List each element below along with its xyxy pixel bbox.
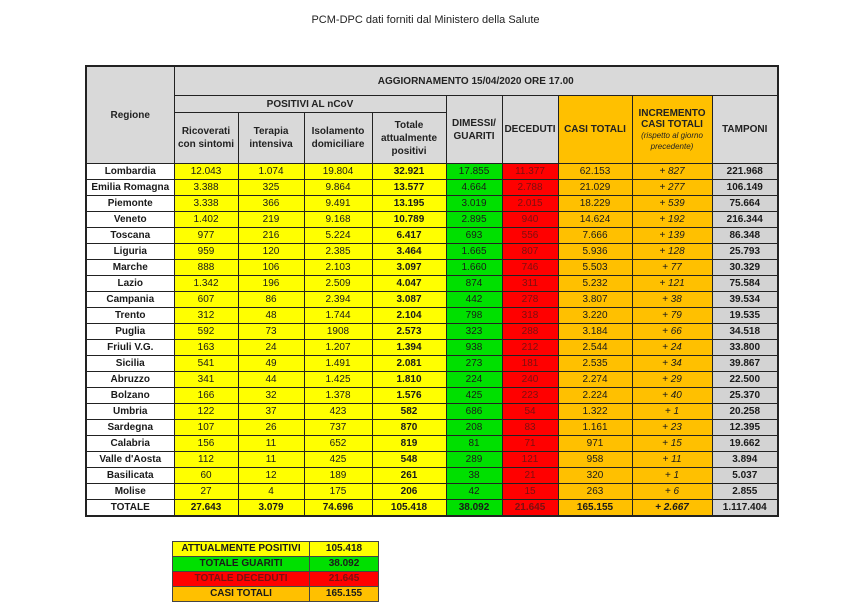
dimessi-cell: 1.660: [446, 260, 502, 276]
casi-totali-cell: 62.153: [558, 164, 632, 180]
header-casi-totali: CASI TOTALI: [558, 96, 632, 164]
totale-positivi-cell: 13.195: [372, 196, 446, 212]
ricoverati-cell: 977: [174, 228, 238, 244]
table-row: [86, 196, 778, 212]
summary-row: [173, 557, 379, 572]
totale-positivi-cell: 2.573: [372, 324, 446, 340]
region-cell: TOTALE: [86, 500, 174, 517]
ricoverati-cell: 341: [174, 372, 238, 388]
isolamento-cell: 423: [304, 404, 372, 420]
header-totale-positivi: Totale attualmente positivi: [372, 113, 446, 164]
incremento-cell: + 11: [632, 452, 712, 468]
deceduti-cell: 21.645: [502, 500, 558, 517]
deceduti-cell: 83: [502, 420, 558, 436]
tamponi-cell: 39.867: [712, 356, 778, 372]
casi-totali-cell: 263: [558, 484, 632, 500]
terapia-cell: 86: [238, 292, 304, 308]
isolamento-cell: 737: [304, 420, 372, 436]
tamponi-cell: 25.370: [712, 388, 778, 404]
table-row: [86, 484, 778, 500]
deceduti-cell: 181: [502, 356, 558, 372]
summary-label: TOTALE GUARITI: [173, 557, 310, 572]
region-cell: Friuli V.G.: [86, 340, 174, 356]
deceduti-cell: 318: [502, 308, 558, 324]
isolamento-cell: 2.394: [304, 292, 372, 308]
casi-totali-cell: 3.220: [558, 308, 632, 324]
deceduti-cell: 940: [502, 212, 558, 228]
terapia-cell: 106: [238, 260, 304, 276]
casi-totali-cell: 958: [558, 452, 632, 468]
totale-positivi-cell: 1.576: [372, 388, 446, 404]
dimessi-cell: 208: [446, 420, 502, 436]
terapia-cell: 11: [238, 452, 304, 468]
table-row: [86, 372, 778, 388]
ricoverati-cell: 959: [174, 244, 238, 260]
dimessi-cell: 693: [446, 228, 502, 244]
terapia-cell: 49: [238, 356, 304, 372]
dimessi-cell: 442: [446, 292, 502, 308]
terapia-cell: 120: [238, 244, 304, 260]
casi-totali-cell: 5.503: [558, 260, 632, 276]
region-cell: Marche: [86, 260, 174, 276]
ricoverati-cell: 122: [174, 404, 238, 420]
casi-totali-cell: 2.274: [558, 372, 632, 388]
table-row: [86, 244, 778, 260]
casi-totali-cell: 971: [558, 436, 632, 452]
totale-positivi-cell: 548: [372, 452, 446, 468]
dimessi-cell: 425: [446, 388, 502, 404]
casi-totali-cell: 18.229: [558, 196, 632, 212]
table-row: [86, 308, 778, 324]
totale-positivi-cell: 3.464: [372, 244, 446, 260]
region-cell: Piemonte: [86, 196, 174, 212]
incremento-cell: + 24: [632, 340, 712, 356]
deceduti-cell: 556: [502, 228, 558, 244]
ricoverati-cell: 1.402: [174, 212, 238, 228]
table-row: [86, 356, 778, 372]
dimessi-cell: 798: [446, 308, 502, 324]
deceduti-cell: 223: [502, 388, 558, 404]
region-cell: Sicilia: [86, 356, 174, 372]
table-row: [86, 324, 778, 340]
tamponi-cell: 5.037: [712, 468, 778, 484]
tamponi-cell: 221.968: [712, 164, 778, 180]
incremento-cell: + 6: [632, 484, 712, 500]
totale-positivi-cell: 10.789: [372, 212, 446, 228]
isolamento-cell: 425: [304, 452, 372, 468]
deceduti-cell: 212: [502, 340, 558, 356]
table-row: [86, 388, 778, 404]
tamponi-cell: 22.500: [712, 372, 778, 388]
ricoverati-cell: 1.342: [174, 276, 238, 292]
terapia-cell: 216: [238, 228, 304, 244]
summary-label: ATTUALMENTE POSITIVI: [173, 542, 310, 557]
incremento-cell: + 827: [632, 164, 712, 180]
ricoverati-cell: 541: [174, 356, 238, 372]
casi-totali-cell: 5.936: [558, 244, 632, 260]
totals-row: [86, 500, 778, 517]
dimessi-cell: 938: [446, 340, 502, 356]
isolamento-cell: 1.207: [304, 340, 372, 356]
totale-positivi-cell: 105.418: [372, 500, 446, 517]
terapia-cell: 219: [238, 212, 304, 228]
tamponi-cell: 106.149: [712, 180, 778, 196]
terapia-cell: 325: [238, 180, 304, 196]
isolamento-cell: 1908: [304, 324, 372, 340]
incremento-cell: + 34: [632, 356, 712, 372]
tamponi-cell: 25.793: [712, 244, 778, 260]
region-cell: Lazio: [86, 276, 174, 292]
incremento-cell: + 121: [632, 276, 712, 292]
incremento-cell: + 139: [632, 228, 712, 244]
table-row: [86, 452, 778, 468]
region-cell: Lombardia: [86, 164, 174, 180]
totale-positivi-cell: 1.810: [372, 372, 446, 388]
incremento-cell: + 277: [632, 180, 712, 196]
tamponi-cell: 1.117.404: [712, 500, 778, 517]
terapia-cell: 26: [238, 420, 304, 436]
totale-positivi-cell: 819: [372, 436, 446, 452]
totale-positivi-cell: 206: [372, 484, 446, 500]
isolamento-cell: 19.804: [304, 164, 372, 180]
summary-row: [173, 572, 379, 587]
deceduti-cell: 54: [502, 404, 558, 420]
incremento-cell: + 1: [632, 404, 712, 420]
deceduti-cell: 278: [502, 292, 558, 308]
terapia-cell: 4: [238, 484, 304, 500]
tamponi-cell: 86.348: [712, 228, 778, 244]
table-row: [86, 180, 778, 196]
deceduti-cell: 121: [502, 452, 558, 468]
header-dimessi: DIMESSI/ GUARITI: [446, 96, 502, 164]
isolamento-cell: 652: [304, 436, 372, 452]
dimessi-cell: 273: [446, 356, 502, 372]
table-row: [86, 420, 778, 436]
isolamento-cell: 1.744: [304, 308, 372, 324]
page-title: PCM-DPC dati forniti dal Ministero della Salute: [311, 14, 540, 26]
ricoverati-cell: 312: [174, 308, 238, 324]
dimessi-cell: 17.855: [446, 164, 502, 180]
table-row: [86, 404, 778, 420]
header-ricoverati: Ricoverati con sintomi: [174, 113, 238, 164]
ricoverati-cell: 3.338: [174, 196, 238, 212]
isolamento-cell: 74.696: [304, 500, 372, 517]
header-positivi-group: POSITIVI AL nCoV: [174, 96, 446, 113]
ricoverati-cell: 592: [174, 324, 238, 340]
deceduti-cell: 240: [502, 372, 558, 388]
region-cell: Abruzzo: [86, 372, 174, 388]
isolamento-cell: 9.864: [304, 180, 372, 196]
dimessi-cell: 42: [446, 484, 502, 500]
casi-totali-cell: 3.184: [558, 324, 632, 340]
tamponi-cell: 20.258: [712, 404, 778, 420]
region-cell: Campania: [86, 292, 174, 308]
ricoverati-cell: 27.643: [174, 500, 238, 517]
incremento-cell: + 38: [632, 292, 712, 308]
ricoverati-cell: 107: [174, 420, 238, 436]
tamponi-cell: 216.344: [712, 212, 778, 228]
region-cell: Veneto: [86, 212, 174, 228]
summary-row: [173, 542, 379, 557]
tamponi-cell: 19.535: [712, 308, 778, 324]
summary-value: 21.645: [310, 572, 379, 587]
summary-value: 38.092: [310, 557, 379, 572]
region-cell: Molise: [86, 484, 174, 500]
isolamento-cell: 1.378: [304, 388, 372, 404]
table-row: [86, 212, 778, 228]
ricoverati-cell: 60: [174, 468, 238, 484]
dimessi-cell: 3.019: [446, 196, 502, 212]
isolamento-cell: 175: [304, 484, 372, 500]
table-row: [86, 340, 778, 356]
table-row: [86, 260, 778, 276]
ricoverati-cell: 607: [174, 292, 238, 308]
casi-totali-cell: 2.224: [558, 388, 632, 404]
tamponi-cell: 2.855: [712, 484, 778, 500]
region-cell: Calabria: [86, 436, 174, 452]
region-cell: Puglia: [86, 324, 174, 340]
dimessi-cell: 224: [446, 372, 502, 388]
totale-positivi-cell: 870: [372, 420, 446, 436]
tamponi-cell: 3.894: [712, 452, 778, 468]
terapia-cell: 196: [238, 276, 304, 292]
deceduti-cell: 15: [502, 484, 558, 500]
totale-positivi-cell: 261: [372, 468, 446, 484]
region-cell: Bolzano: [86, 388, 174, 404]
isolamento-cell: 2.385: [304, 244, 372, 260]
region-cell: Valle d'Aosta: [86, 452, 174, 468]
deceduti-cell: 807: [502, 244, 558, 260]
terapia-cell: 44: [238, 372, 304, 388]
incremento-cell: + 128: [632, 244, 712, 260]
ricoverati-cell: 163: [174, 340, 238, 356]
casi-totali-cell: 1.161: [558, 420, 632, 436]
deceduti-cell: 2.015: [502, 196, 558, 212]
ricoverati-cell: 156: [174, 436, 238, 452]
region-cell: Umbria: [86, 404, 174, 420]
tamponi-cell: 30.329: [712, 260, 778, 276]
incremento-cell: + 1: [632, 468, 712, 484]
incremento-cell: + 15: [632, 436, 712, 452]
terapia-cell: 73: [238, 324, 304, 340]
dimessi-cell: 1.665: [446, 244, 502, 260]
region-cell: Sardegna: [86, 420, 174, 436]
casi-totali-cell: 5.232: [558, 276, 632, 292]
table-row: [86, 468, 778, 484]
dimessi-cell: 874: [446, 276, 502, 292]
header-update-date: AGGIORNAMENTO 15/04/2020 ORE 17.00: [174, 66, 778, 96]
deceduti-cell: 21: [502, 468, 558, 484]
terapia-cell: 48: [238, 308, 304, 324]
totale-positivi-cell: 13.577: [372, 180, 446, 196]
incremento-cell: + 23: [632, 420, 712, 436]
dimessi-cell: 686: [446, 404, 502, 420]
dimessi-cell: 323: [446, 324, 502, 340]
casi-totali-cell: 21.029: [558, 180, 632, 196]
isolamento-cell: 5.224: [304, 228, 372, 244]
summary-label: CASI TOTALI: [173, 587, 310, 602]
casi-totali-cell: 1.322: [558, 404, 632, 420]
terapia-cell: 1.074: [238, 164, 304, 180]
isolamento-cell: 2.509: [304, 276, 372, 292]
totale-positivi-cell: 4.047: [372, 276, 446, 292]
table-row: [86, 228, 778, 244]
ricoverati-cell: 3.388: [174, 180, 238, 196]
dimessi-cell: 38.092: [446, 500, 502, 517]
tamponi-cell: 19.662: [712, 436, 778, 452]
deceduti-cell: 311: [502, 276, 558, 292]
terapia-cell: 366: [238, 196, 304, 212]
tamponi-cell: 39.534: [712, 292, 778, 308]
region-cell: Toscana: [86, 228, 174, 244]
incremento-cell: + 29: [632, 372, 712, 388]
terapia-cell: 11: [238, 436, 304, 452]
tamponi-cell: 75.584: [712, 276, 778, 292]
casi-totali-cell: 2.544: [558, 340, 632, 356]
casi-totali-cell: 2.535: [558, 356, 632, 372]
totale-positivi-cell: 3.087: [372, 292, 446, 308]
incremento-cell: + 66: [632, 324, 712, 340]
terapia-cell: 32: [238, 388, 304, 404]
tamponi-cell: 33.800: [712, 340, 778, 356]
dimessi-cell: 289: [446, 452, 502, 468]
header-incremento-note: (rispetto al giorno precedente): [641, 130, 703, 151]
deceduti-cell: 746: [502, 260, 558, 276]
region-cell: Liguria: [86, 244, 174, 260]
ricoverati-cell: 888: [174, 260, 238, 276]
totale-positivi-cell: 6.417: [372, 228, 446, 244]
header-deceduti: DECEDUTI: [502, 96, 558, 164]
isolamento-cell: 9.491: [304, 196, 372, 212]
terapia-cell: 3.079: [238, 500, 304, 517]
summary-value: 165.155: [310, 587, 379, 602]
isolamento-cell: 1.425: [304, 372, 372, 388]
header-tamponi: TAMPONI: [712, 96, 778, 164]
ricoverati-cell: 166: [174, 388, 238, 404]
deceduti-cell: 288: [502, 324, 558, 340]
ricoverati-cell: 112: [174, 452, 238, 468]
isolamento-cell: 2.103: [304, 260, 372, 276]
totale-positivi-cell: 2.104: [372, 308, 446, 324]
tamponi-cell: 75.664: [712, 196, 778, 212]
region-cell: Basilicata: [86, 468, 174, 484]
deceduti-cell: 2.788: [502, 180, 558, 196]
summary-value: 105.418: [310, 542, 379, 557]
casi-totali-cell: 14.624: [558, 212, 632, 228]
table-row: [86, 436, 778, 452]
ricoverati-cell: 27: [174, 484, 238, 500]
table-row: [86, 164, 778, 180]
table-row: [86, 276, 778, 292]
dimessi-cell: 38: [446, 468, 502, 484]
incremento-cell: + 40: [632, 388, 712, 404]
header-incremento-label: INCREMENTO CASI TOTALI: [638, 107, 706, 130]
terapia-cell: 12: [238, 468, 304, 484]
deceduti-cell: 71: [502, 436, 558, 452]
dimessi-cell: 4.664: [446, 180, 502, 196]
terapia-cell: 37: [238, 404, 304, 420]
totale-positivi-cell: 2.081: [372, 356, 446, 372]
summary-row: [173, 587, 379, 602]
deceduti-cell: 11.377: [502, 164, 558, 180]
tamponi-cell: 34.518: [712, 324, 778, 340]
isolamento-cell: 1.491: [304, 356, 372, 372]
header-isolamento: Isolamento domiciliare: [304, 113, 372, 164]
ricoverati-cell: 12.043: [174, 164, 238, 180]
totale-positivi-cell: 582: [372, 404, 446, 420]
casi-totali-cell: 320: [558, 468, 632, 484]
incremento-cell: + 539: [632, 196, 712, 212]
table-row: [86, 292, 778, 308]
region-cell: Emilia Romagna: [86, 180, 174, 196]
covid-data-table: [85, 65, 779, 517]
dimessi-cell: 81: [446, 436, 502, 452]
summary-table: [172, 541, 379, 602]
header-terapia: Terapia intensiva: [238, 113, 304, 164]
header-regione: Regione: [86, 66, 174, 164]
region-cell: Trento: [86, 308, 174, 324]
totale-positivi-cell: 32.921: [372, 164, 446, 180]
casi-totali-cell: 7.666: [558, 228, 632, 244]
dimessi-cell: 2.895: [446, 212, 502, 228]
summary-label: TOTALE DECEDUTI: [173, 572, 310, 587]
casi-totali-cell: 3.807: [558, 292, 632, 308]
casi-totali-cell: 165.155: [558, 500, 632, 517]
incremento-cell: + 192: [632, 212, 712, 228]
tamponi-cell: 12.395: [712, 420, 778, 436]
isolamento-cell: 189: [304, 468, 372, 484]
incremento-cell: + 2.667: [632, 500, 712, 517]
incremento-cell: + 79: [632, 308, 712, 324]
terapia-cell: 24: [238, 340, 304, 356]
incremento-cell: + 77: [632, 260, 712, 276]
totale-positivi-cell: 3.097: [372, 260, 446, 276]
header-incremento: [632, 96, 712, 164]
totale-positivi-cell: 1.394: [372, 340, 446, 356]
isolamento-cell: 9.168: [304, 212, 372, 228]
